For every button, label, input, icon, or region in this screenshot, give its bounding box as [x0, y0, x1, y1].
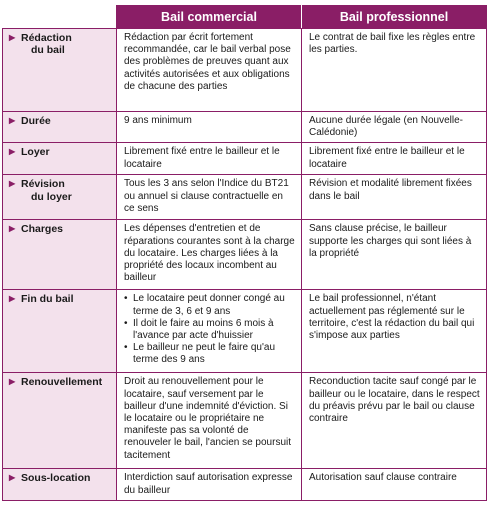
comparison-table — [2, 5, 487, 501]
row-label: Révision — [21, 178, 65, 191]
row-label-cell — [3, 220, 117, 290]
triangle-right-icon: ▶ — [9, 224, 16, 234]
table-row — [3, 175, 487, 220]
triangle-right-icon: ▶ — [9, 33, 16, 42]
triangle-right-icon: ▶ — [9, 147, 16, 157]
cell-commercial: Tous les 3 ans selon l'Indice du BT21 ou annuel si clause contractuelle en ce sens — [117, 175, 302, 220]
cell-professionnel: Révision et modalité librement fixées dans le bail — [302, 175, 487, 220]
cell-commercial: Librement fixé entre le bailleur et le locataire — [117, 143, 302, 175]
row-label: Charges — [21, 223, 64, 236]
table-row — [3, 373, 487, 469]
bullet-list — [124, 293, 295, 366]
cell-commercial: Droit au renouvellement pour le locataire, sauf versement par le bailleur d'une indemnité d'éviction. Si le locataire ou le propriétaire ne manifeste pas sa volonté de renouveler le bail, l'ancien se poursuit tacitement — [117, 373, 302, 469]
list-item: • Le bailleur ne peut le faire qu'au terme des 9 ans — [124, 342, 295, 366]
header-bail-commercial: Bail commercial — [117, 6, 302, 29]
cell-professionnel: Le bail professionnel, n'étant actuellement pas réglementé sur le territoire, c'est la rédaction du bail qui s'impose aux parties — [302, 290, 487, 373]
cell-professionnel: Sans clause précise, le bailleur supporte les charges qui sont liées à la propriété — [302, 220, 487, 290]
row-label: Rédaction — [21, 32, 72, 44]
table-row — [3, 143, 487, 175]
triangle-right-icon: ▶ — [9, 294, 16, 304]
row-label-cell — [3, 112, 117, 143]
header-row — [3, 6, 487, 29]
header-bail-professionnel: Bail professionnel — [302, 6, 487, 29]
row-label-line2: du bail — [31, 44, 65, 57]
cell-commercial — [117, 290, 302, 373]
row-label-cell — [3, 143, 117, 175]
row-label: Sous-location — [21, 472, 91, 485]
triangle-right-icon: ▶ — [9, 473, 16, 483]
table-row — [3, 29, 487, 112]
row-label: Renouvellement — [21, 376, 103, 389]
cell-professionnel: Autorisation sauf clause contraire — [302, 469, 487, 501]
row-label-cell — [3, 373, 117, 469]
row-label: Loyer — [21, 146, 50, 159]
cell-commercial: Les dépenses d'entretien et de réparations courantes sont à la charge du locataire. Les charges liées à la propriété des locaux incombent au bailleur — [117, 220, 302, 290]
row-label-cell — [3, 469, 117, 501]
cell-commercial: Interdiction sauf autorisation expresse du bailleur — [117, 469, 302, 501]
list-item: • Il doit le faire au moins 6 mois à l'avance par acte d'huissier — [124, 318, 295, 342]
row-label-cell — [3, 29, 117, 112]
table-row — [3, 290, 487, 373]
triangle-right-icon: ▶ — [9, 116, 16, 125]
table-row — [3, 112, 487, 143]
cell-professionnel: Le contrat de bail fixe les règles entre les parties. — [302, 29, 487, 112]
row-label-cell — [3, 175, 117, 220]
cell-professionnel: Reconduction tacite sauf congé par le bailleur ou le locataire, dans le respect du préavis prévu par le bail ou clause contraire — [302, 373, 487, 469]
cell-commercial: Rédaction par écrit fortement recommandée, car le bail verbal pose des problèmes de preuves quant aux activités autorisées et aux obligations de chacune des parties — [117, 29, 302, 112]
triangle-right-icon: ▶ — [9, 179, 16, 189]
cell-professionnel: Librement fixé entre le bailleur et le locataire — [302, 143, 487, 175]
cell-commercial: 9 ans minimum — [117, 112, 302, 143]
row-label-line2: du loyer — [31, 190, 72, 203]
header-corner — [3, 6, 117, 29]
table-row — [3, 220, 487, 290]
row-label: Fin du bail — [21, 293, 74, 306]
list-item: • Le locataire peut donner congé au terme de 3, 6 et 9 ans — [124, 293, 295, 317]
row-label: Durée — [21, 115, 51, 127]
triangle-right-icon: ▶ — [9, 377, 16, 387]
cell-professionnel: Aucune durée légale (en Nouvelle-Calédonie) — [302, 112, 487, 143]
table-row — [3, 469, 487, 501]
row-label-cell — [3, 290, 117, 373]
